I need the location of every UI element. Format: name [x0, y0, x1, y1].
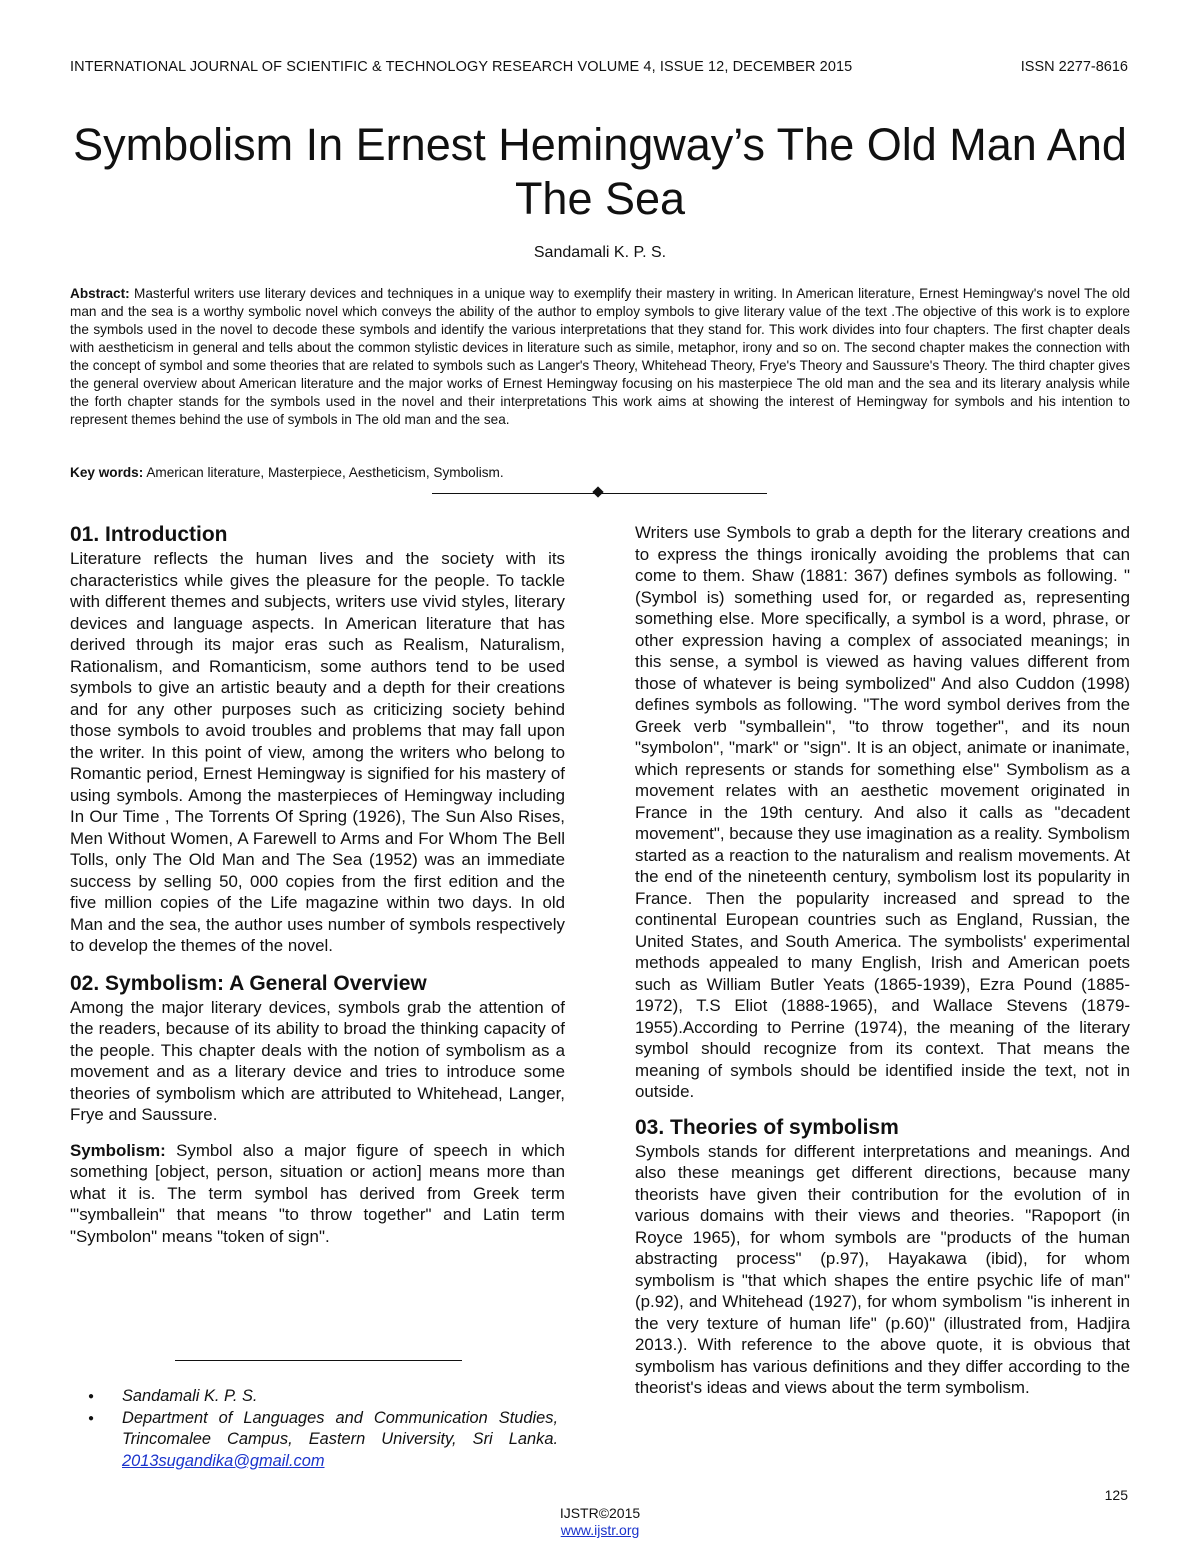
email-link[interactable]: 2013sugandika@gmail.com	[122, 1451, 325, 1470]
footnote-affiliation	[88, 1408, 558, 1473]
journal-header: INTERNATIONAL JOURNAL OF SCIENTIFIC & TECHNOLOGY RESEARCH VOLUME 4, ISSUE 12, DECEMBER 2015	[70, 59, 853, 75]
footer-copyright: IJSTR©2015	[559, 1505, 641, 1521]
section-heading-theories: 03. Theories of symbolism	[635, 1115, 899, 1139]
theories-text: Symbols stands for different interpretations and meanings. And also these meanings get different directions, because many theorists have given their contribution for the evolution of in various domains with their views and theories. "Rapoport (in Royce 1965), for whom symbols are "products of the human abstracting process" (p.97), Hayakawa (ibid), for whom symbolism is "that which shapes the entire psychic life of man" (p.92), and Whitehead (1927), for whom symbolism "is inherent in the very texture of human life" (p.60)" (illustrated from, Hadjira 2013.). With reference to the above quote, it is obvious that symbolism has various definitions and they differ according to the theorist's ideas and views about the term symbolism.	[635, 1141, 1130, 1397]
page-footer	[0, 1505, 1200, 1539]
page-number: 125	[1104, 1487, 1128, 1503]
footnotes	[88, 1386, 558, 1472]
issn: ISSN 2277-8616	[1020, 59, 1128, 75]
abstract-label: Abstract:	[70, 286, 130, 301]
introduction-text: Literature reflects the human lives and the society with its characteristics while gives the pleasure for the people. To tackle with different themes and subjects, writers use vivid styles, literary devices and language aspects. In American literature that has derived through its major eras such as Realism, Naturalism, Rationalism, and Romanticism, some authors tend to be used symbols to give an artistic beauty and a depth for their creations and for any other purposes such as criticizing society behind those symbols to avoid troubles and problems that may fall upon the writer. In this point of view, among the writers who belong to Romantic period, Ernest Hemingway is signified for his mastery of using symbols. Among the masterpieces of Hemingway including In Our Time , The Torrents Of Spring (1926), The Sun Also Rises, Men Without Women, A Farewell to Arms and For Whom The Bell Tolls, only The Old Man and The Sea (1952) was an immediate success by selling 50, 000 copies from the first edition and the five million copies of the Life magazine within two days. In old Man and the sea, the author uses number of symbols respectively to develop the themes of the novel.	[70, 549, 565, 955]
abstract-text: Masterful writers use literary devices and techniques in a unique way to exemplify their mastery in writing. In American literature, Ernest Hemingway's novel The old man and the sea is a worthy symbolic novel which conveys the ability of the author to employ symbols to give literary value of the text .The objective of this work is to explore the symbols used in the novel to decode these symbols and identify the various interpretations that they stand for. This work divides into four chapters. The first chapter deals with aestheticism in general and tells about the common stylistic devices in literature such as simile, metaphor, irony and so on. The second chapter makes the connection with the concept of symbol and some theories that are related to symbols such as Langer's Theory, Whitehead Theory, Frye's Theory and Saussure's Theory. The third chapter gives the general overview about American literature and the major works of Ernest Hemingway focusing on his masterpiece The old man and the sea and its literary analysis while the forth chapter stands for the symbols used in the novel and their interpretations This work aims at showing the interest of Hemingway for symbols and his intention to represent themes behind the use of symbols in The old man and the sea.	[70, 286, 1130, 427]
footnote-author: ● Sandamali K. P. S.	[88, 1386, 558, 1408]
footer-url-link[interactable]: www.ijstr.org	[560, 1522, 640, 1538]
abstract	[70, 285, 1130, 429]
footnote-separator	[175, 1360, 462, 1361]
affiliation-text: Department of Languages and Communication Studies, Trincomalee Campus, Eastern University, Sri Lanka.	[122, 1408, 558, 1448]
symbolism-text: Symbol also a major figure of speech in which something [object, person, situation or action] means more than what it is. The term symbol has derived from Greek term "'symballein" that means "to throw together" and Latin term "Symbolon" means "token of sign".	[70, 1140, 565, 1246]
section-heading-introduction: 01. Introduction	[70, 523, 228, 546]
keywords-label: Key words:	[70, 465, 144, 480]
section-heading-overview: 02. Symbolism: A General Overview	[70, 971, 427, 995]
paper-title: Symbolism In Ernest Hemingway’s The Old Man And The Sea	[73, 119, 1127, 224]
symbolism-paragraph	[70, 1140, 565, 1248]
left-column	[70, 522, 565, 1247]
keywords	[70, 465, 504, 480]
overview-text: Among the major literary devices, symbols grab the attention of the readers, because of its ability to broad the thinking capacity of the people. This chapter deals with the notion of symbolism as a movement and as a literary device and tries to introduce some theories of symbolism which are attributed to Whitehead, Langer, Frye and Saussure.	[70, 997, 565, 1124]
divider-diamond	[592, 486, 603, 497]
right-column	[635, 522, 1130, 1399]
symbolism-label: Symbolism:	[70, 1140, 166, 1160]
symbol-definitions-text: Writers use Symbols to grab a depth for the literary creations and to express the things ironically avoiding the problems that can come to them. Shaw (1881: 367) defines symbols as following. "(Symbol is) something used for, or regarded as, representing something else. More specifically, a symbol is a word, phrase, or other expression having a complex of associated meanings; in this sense, a symbol is viewed as having values different from those of whatever is being symbolized" And also Cuddon (1998) defines symbols as following. "The word symbol derives from the Greek verb "symballein", "to throw together", and its noun "symbolon", "mark" or "sign". It is an object, animate or inanimate, which represents or stands for something else" Symbolism as a movement relates with an aesthetic movement originated in France in the 19th century. And also it calls as "decadent movement", because they use imagination as a reality. Symbolism started as a reaction to the naturalism and realism movements. At the end of the nineteenth century, symbolism lost its popularity in France. Then the popularity increased and spread to the continental European countries such as England, Russian, the United States, and South America. The symbolists' experimental methods appealed to many English, Irish and American poets such as William Butler Yeats (1865-1939), Ezra Pound (1885-1972), T.S Eliot (1888-1965), and Wallace Stevens (1879- 1955).According to Perrine (1974), the meaning of the literary symbol should recognize from its context. That means the meaning of symbols should be identified inside the text, not in outside.	[635, 523, 1130, 1101]
keywords-text: American literature, Masterpiece, Aestheticism, Symbolism.	[146, 465, 504, 480]
author-name: Sandamali K. P. S.	[533, 244, 667, 261]
